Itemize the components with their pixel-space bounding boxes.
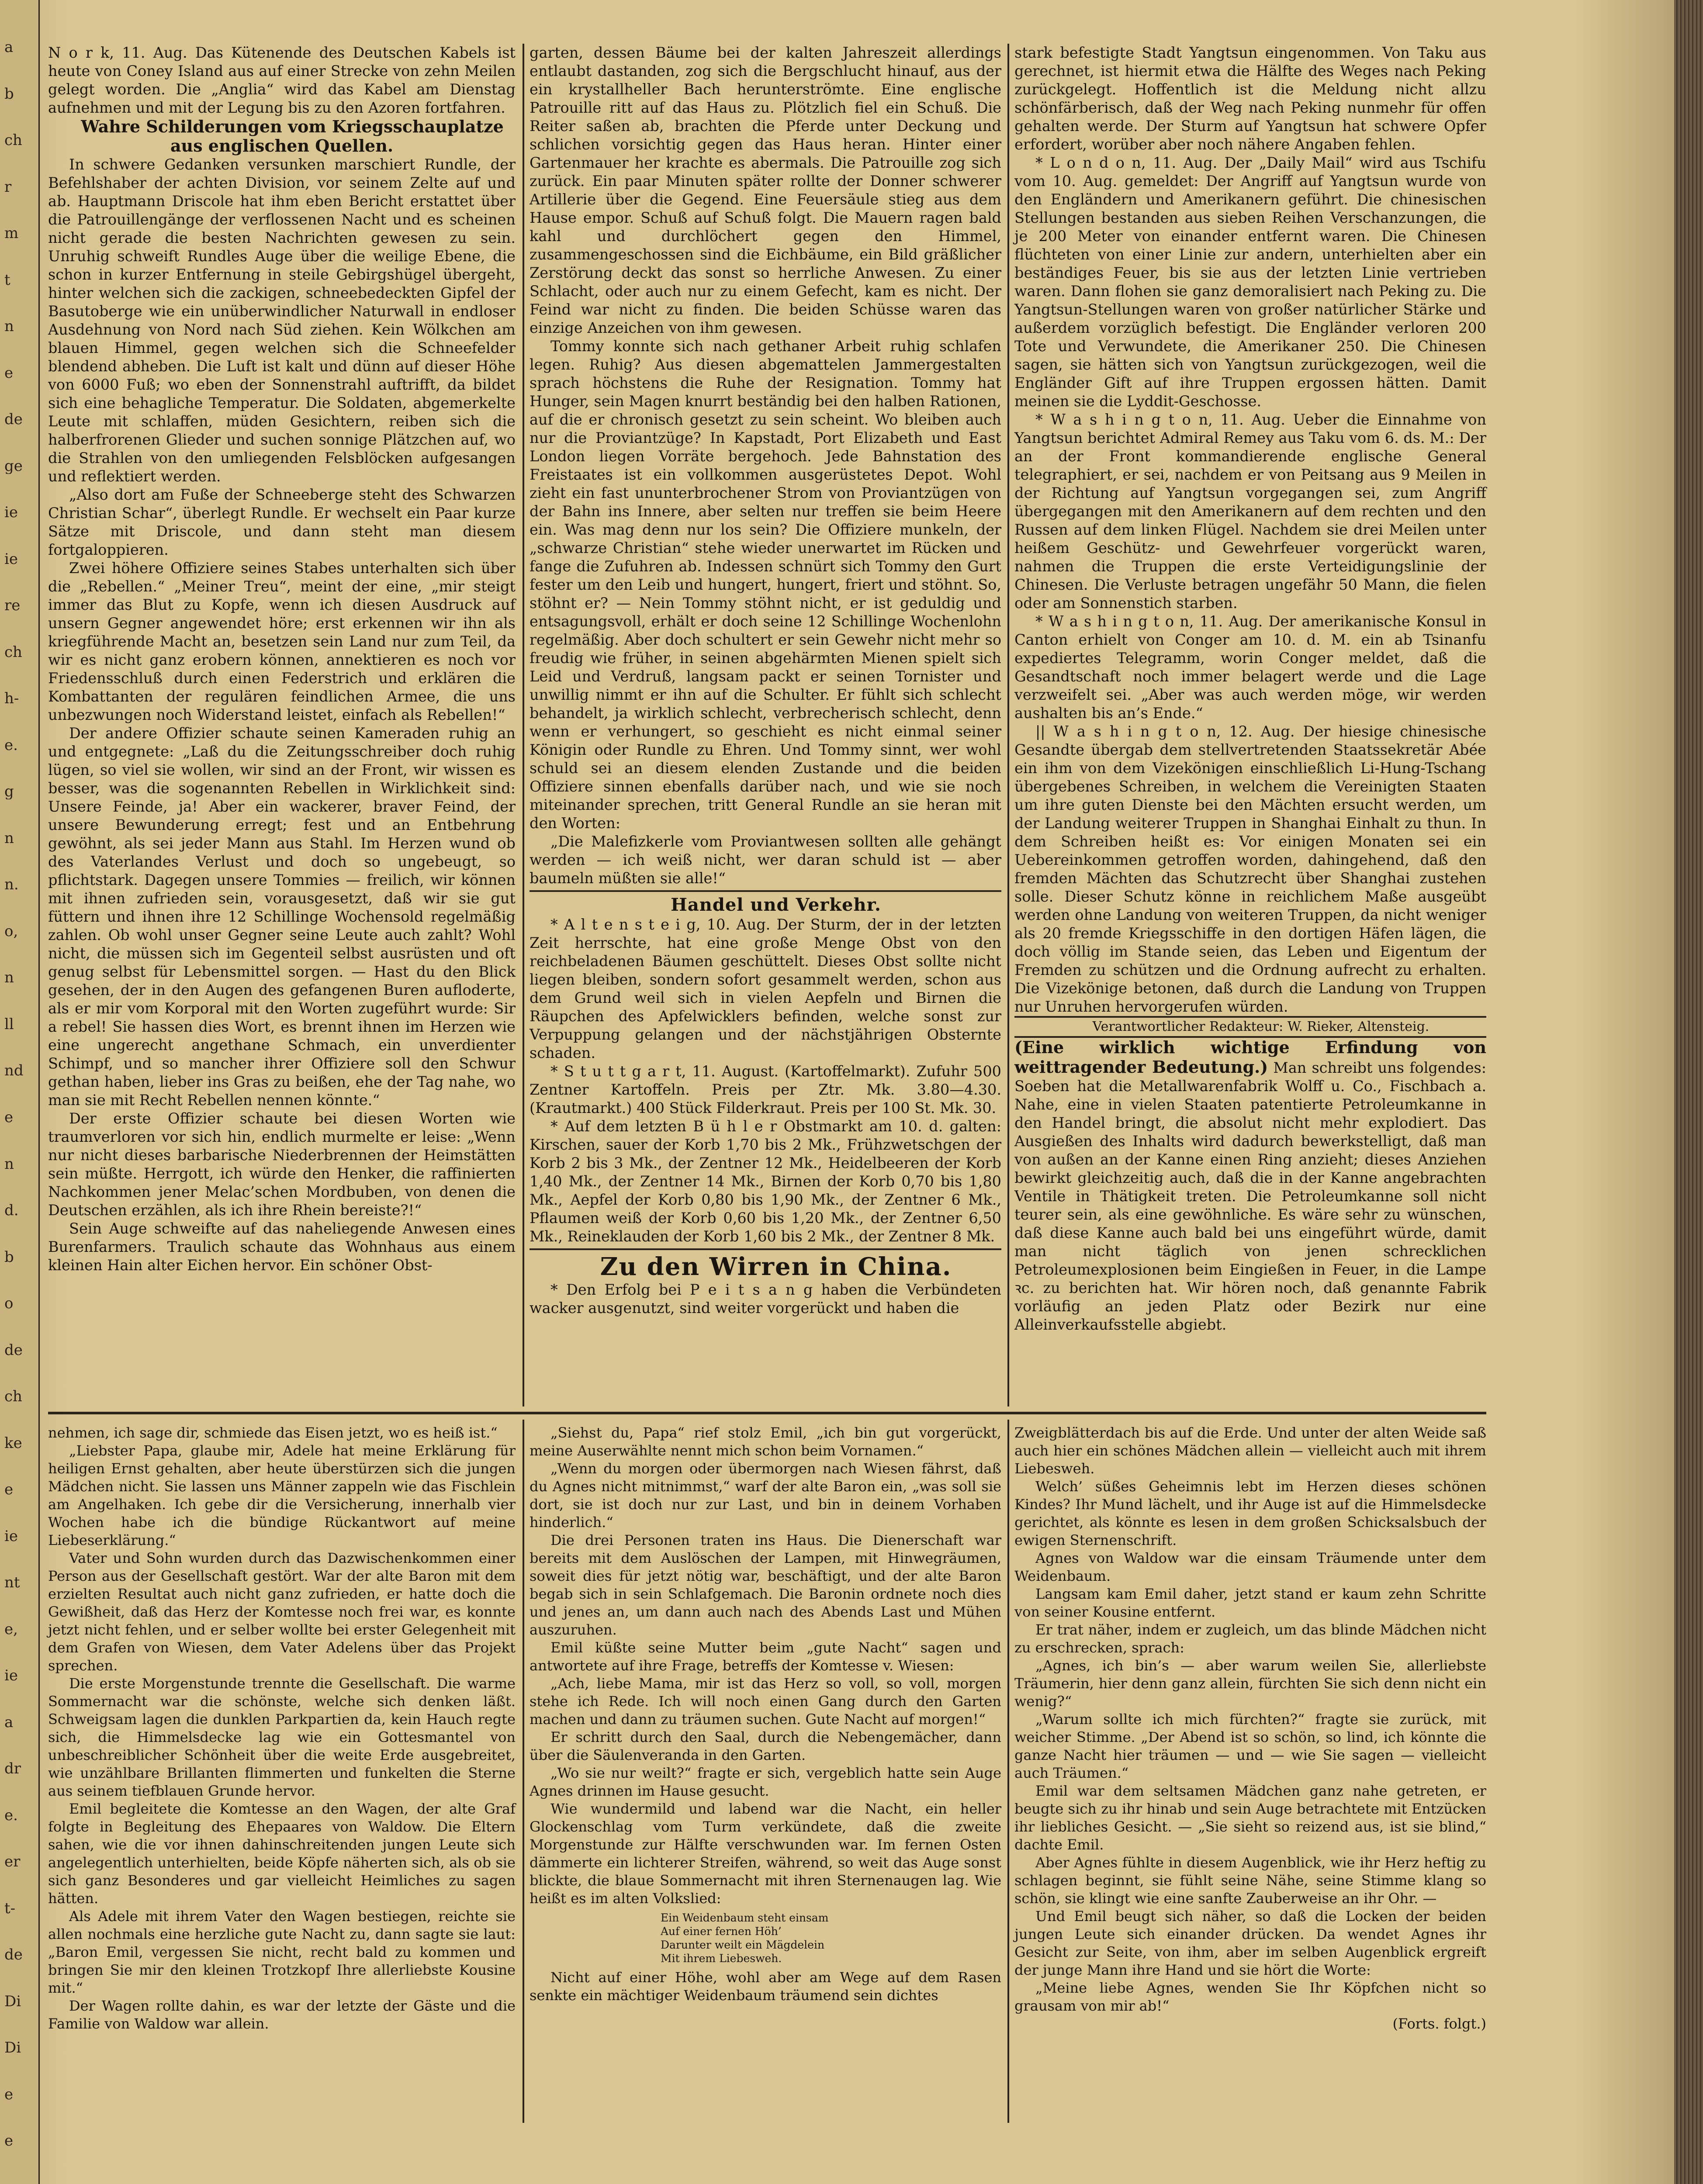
gutter-fragment: b (4, 1249, 14, 1265)
paragraph: Der erste Offizier schaute bei diesen Worten wie traumverloren vor sich hin, endlich murmelte er leise: „Wenn nur nicht dieses barbarische Niederbrennen der Heimstätten sein müßte. Herrgott, ich würde den Henker, die raffinierten Nachkommen jener Melac’schen Mordbuben, von denen die Deutschen erzählen, als ich ihre Rhein bereiste?!“ (48, 1110, 516, 1219)
story-paragraph: Nicht auf einer Höhe, wohl aber am Wege auf dem Rasen senkte ein mächtiger Weidenbaum träumend sein dichtes (530, 1969, 1001, 2004)
story-paragraph: Emil küßte seine Mutter beim „gute Nacht“ sagen und antwortete auf ihre Frage, betreffs der Komtesse v. Wiesen: (530, 1639, 1001, 1674)
gutter-fragment: b (4, 86, 14, 102)
gutter-fragment: ie (4, 505, 18, 520)
continuation-note: (Forts. folgt.) (1392, 2015, 1486, 2032)
paragraph: garten, dessen Bäume bei der kalten Jahreszeit allerdings entlaubt dastanden, zog sich die Bergschlucht hinauf, aus der ein krystallheller Bach herunterströmte. Eine englische Patrouille ritt auf das Haus zu. Plötzlich fiel ein Schuß. Die Reiter saßen ab, brachten die Pferde unter Deckung und schlichen vorsichtig gegen das Haus heran. Hinter einer Gartenmauer her krachte es abermals. Die Patrouille zog sich zurück. Ein paar Minuten später rollte der Donner schwerer Artillerie über die Gegend. Eine Feuersäule stieg aus dem Hause empor. Schuß auf Schuß folgt. Die Mauern ragen bald kahl und durchlöchert gegen den Himmel, zusammengeschossen sind die Eichbäume, ein Bild gräßlicher Zerstörung deckt das sonst so herrliche Anwesen. Zu einer Schlacht, oder auch nur zu einem Gefecht, kam es nicht. Der Feind war nicht zu finden. Die beiden Schüsse waren das einzige Anzeichen von ihm gewesen. (530, 44, 1001, 336)
gutter-fragment: e (4, 2087, 14, 2102)
gutter-fragment: e (4, 1482, 14, 1497)
gutter-fragment: de (4, 1947, 23, 1963)
gutter-fragment: ch (4, 644, 22, 660)
gutter-fragment: de (4, 411, 23, 427)
column-rule (1007, 44, 1009, 1406)
gutter-fragment: ie (4, 1668, 18, 1683)
market-report: * A l t e n s t e i g, 10. Aug. Der Sturm, der in der letzten Zeit herrschte, hat eine große Menge Obst von den reichbeladenen Bäumen geschüttelt. Dieses Obst sollte nicht liegen bleiben, sondern sofort gesammelt werden, schon aus dem Grund weil sich in vielen Aepfeln und Birnen die Räupchen des Apfelwicklers befinden, welche sonst zur Verpuppung gelangen und der nächstjährigen Obsternte schaden. (530, 916, 1001, 1061)
lower-column-2 (530, 1424, 1001, 2004)
paragraph: * Den Erfolg bei P e i t s a n g haben die Verbündeten wacker ausgenutzt, sind weiter vorgerückt und haben die (530, 1281, 1001, 1317)
story-paragraph: Der Wagen rollte dahin, es war der letzte der Gäste und die Familie von Waldow war allein. (48, 1997, 516, 2032)
gutter-fragment: ie (4, 551, 18, 567)
paragraph: Der andere Offizier schaute seinen Kameraden ruhig an und entgegnete: „Laß du die Zeitungsschreiber doch ruhig lügen, so viel sie wollen, wir sind an der Front, wir wissen es besser, was die sogenannten Rebellen in Wirklichkeit sind: Unsere Feinde, ja! Aber ein wackerer, braver Feind, der unsere Bewunderung erregt; fest und an Entbehrung gewöhnt, als sei jeder Mann aus Stahl. Im Herzen wund ob des Vaterlandes Verlust und doch so ungebeugt, so pflichtstark. Dagegen unsere Tommies — freilich, wir können mit ihnen zufrieden sein, vorausgesetzt, daß wir sie gut füttern und ihnen ihre 12 Schillinge Wochensold regelmäßig zahlen. Ob wohl unser Gegner seine Leute auch zahlt? Wohl nicht, die müssen sich im Gegenteil selbst ausrüsten und oft genug selbst für Lebensmittel sorgen. — Hast du den Blick gesehen, der in den Augen des gefangenen Buren aufloderte, als er mir vom Korporal mit den Worten zugeführt wurde: Sir a rebel! Sie hassen dies Wort, es brennt ihnen im Herzen wie eine ungerecht angethane Schmach, ein unverdienter Schimpf, und so mancher ihrer Offiziere soll den Schwur gethan haben, lieber ins Gras zu beißen, ehe der Tag nahe, wo man sie mit Recht Rebellen nennen könnte.“ (48, 725, 516, 1109)
gutter-fragment: de (4, 1342, 23, 1358)
news-item: || W a s h i n g t o n, 12. Aug. Der hiesige chinesische Gesandte übergab dem stellvertretenden Staatssekretär Abée ein ihm von dem Vizekönigen einschließlich Li-Hung-Tschang übergebenes Schreiben, in welchem die Vereinigten Staaten um ihre guten Dienste bei den Mächten ersucht werden, um der Landung weiterer Truppen in Shanghai Einhalt zu thun. In dem Schreiben heißt es: Vor einigen Monaten sei ein Uebereinkommen getroffen worden, dahingehend, daß den fremden Mächten das Schutzrecht über Shanghai zustehen solle. Dieser Schutz könne in reichlichem Maße ausgeübt werden ohne Landung von weiteren Truppen, da nicht weniger als 20 fremde Kriegsschiffe in den dortigen Häfen lägen, die doch völlig im Stande seien, das Leben und Eigentum der Fremden zu schützen und die Ordnung aufrecht zu erhalten. Die Vizekönige betonen, daß durch die Landung von Truppen nur Unruhen hervorgerufen würden. (1014, 723, 1486, 1015)
section-rule (530, 1248, 1001, 1250)
story-paragraph: „Siehst du, Papa“ rief stolz Emil, „ich bin gut vorgerückt, meine Auserwählte nennt mich schon beim Vornamen.“ (530, 1424, 1001, 1459)
story-paragraph: „Liebster Papa, glaube mir, Adele hat meine Erklärung für heiligen Ernst gehalten, aber heute überstürzen sich die jungen Mädchen nicht. Sie lassen uns Männer zappeln wie das Fischlein am Angelhaken. Ich gebe dir die Versicherung, innerhalb vier Wochen habe ich die bündige Rückantwort auf meine Liebeserklärung.“ (48, 1442, 516, 1548)
story-paragraph: „Meine liebe Agnes, wenden Sie Ihr Köpfchen nicht so grausam von mir ab!“ (1014, 1980, 1486, 2014)
lower-column-1 (48, 1424, 516, 2033)
news-item: * W a s h i n g t o n, 11. Aug. Ueber die Einnahme von Yangtsun berichtet Admiral Remey aus Taku vom 6. ds. M.: Der an der Front kommandierende englische General telegraphiert, er sei, nachdem er von Peitsang aus 9 Meilen in der Richtung auf Yangtsun vorgegangen sei, zum Angriff übergegangen mit den Amerikanern auf dem rechten und den Russen auf dem linken Flügel. Nachdem sie drei Meilen unter heißem Geschütz- und Gewehrfeuer vorgerückt waren, nahmen die Truppen die erste Verteidigungslinie der Chinesen. Die Verluste betragen ungefähr 50 Mann, die fielen oder am Sonnenstich starben. (1014, 411, 1486, 612)
paragraph: „Die Malefizkerle vom Proviantwesen sollten alle gehängt werden — ich weiß nicht, wer daran schuld ist — aber baumeln müßten sie alle!“ (530, 833, 1001, 887)
story-paragraph: Aber Agnes fühlte in diesem Augenblick, wie ihr Herz heftig zu schlagen beginnt, sie fühlt seine Nähe, seine Stimme klang so schön, sie klingt wie eine sanfte Zauberweise an ihr Ohr. — (1014, 1854, 1486, 1907)
paragraph: Tommy konnte sich nach gethaner Arbeit ruhig schlafen legen. Ruhig? Aus diesen abgemattelen Jammergestalten sprach höchstens die Ruhe der Resignation. Tommy hat Hunger, sein Magen knurrt beständig bei den halben Rationen, auf die er chronisch gesetzt zu sein scheint. Wo bleiben auch nur die Proviantzüge? In Kapstadt, Port Elizabeth und East London liegen Vorräte bergehoch. Jede Bahnstation des Freistaates ist ein vollkommen ausgerüstetes Depot. Wohl zieht ein fast ununterbrochener Strom von Proviantzügen von der Bahn ins Innere, aber selten nur treffen sie beim Heere ein. Was mag denn nur los sein? Die Offiziere munkeln, der „schwarze Christian“ stehe wieder unerwartet im Rücken und fange die Zufuhren ab. Indessen schnürt sich Tommy den Gurt fester um den Leib und hungert, hungert, friert und stöhnt. So, stöhnt er? — Nein Tommy stöhnt nicht, er ist geduldig und entsagungsvoll, erhält er doch seine 12 Schillinge Wochenlohn regelmäßig. Aber doch schultert er sein Gewehr nicht mehr so freudig wie früher, in seinen abgehärmten Mienen spielt sich Leid und Verdruß, langsam packt er seinen Tornister und unwillig nimmt er ihn auf die Schulter. Er fühlt sich schlecht behandelt, ja wirklich schlecht, verbrecherisch schlecht, denn wenn er verhungert, so geschieht es nicht einmal seiner Königin oder Rundle zu Ehren. Und Tommy sinnt, wer wohl schuld sei an diesem elenden Zustande und die beiden Offiziere sinnen ebenfalls darüber nach, und wie sie noch miteinander sprechen, tritt General Rundle an sie heran mit den Worten: (530, 338, 1001, 832)
verse-line: Darunter weilt ein Mägdelein (661, 1939, 825, 1951)
gutter-fragment: o (4, 1296, 14, 1311)
story-paragraph: Die drei Personen traten ins Haus. Die Dienerschaft war bereits mit dem Auslöschen der Lampen, mit Hinwegräumen, soweit dies für jetzt nötig war, beschäftigt, und der alte Baron begab sich in sein Schlafgemach. Die Baronin ordnete noch dies und jenes an, um dann auch nach des Abends Last und Mühen auszuruhen. (530, 1532, 1001, 1638)
gutter-fragment: g (4, 784, 14, 799)
story-paragraph: Emil war dem seltsamen Mädchen ganz nahe getreten, er beugte sich zu ihr hinab und sein Auge betrachtete mit Entzücken ihr liebliches Gesicht. — „Sie sieht so reizend aus, ist sie blind,“ dachte Emil. (1014, 1783, 1486, 1853)
verse-line: Auf einer fernen Höh’ (661, 1925, 782, 1938)
column-rule (523, 1420, 524, 2123)
story-paragraph: Wie wundermild und labend war die Nacht, ein heller Glockenschlag vom Turm verkündete, daß die zweite Morgenstunde zur Hälfte verschwunden war. Im fernen Osten dämmerte ein lichterer Streifen, während, so weit das Auge sonst blickte, die blaue Sommernacht mit ihren Sternenaugen lag. Wie heißt es im alten Volkslied: (530, 1800, 1001, 1907)
paragraph: Zwei höhere Offiziere seines Stabes unterhalten sich über die „Rebellen.“ „Meiner Treu“, meint der eine, „mir steigt immer das Blut zu Kopfe, wenn ich diesen Ausdruck auf unsern Gegner angewendet höre; erst erkennen wir ihn als kriegführende Macht an, besetzen sein Land nur zum Teil, da wir es nicht ganz erobern können, annektieren es noch vor Friedensschluß durch einen Federstrich und erklären die Kombattanten der regulären feindlichen Armee, die uns unbezwungen noch Widerstand leistet, einfach als Rebellen!“ (48, 560, 516, 723)
gutter-fragment: ch (4, 132, 22, 148)
paragraph: Sein Auge schweifte auf das naheliegende Anwesen eines Burenfarmers. Traulich schaute das Wohnhaus aus einem kleinen Hain alter Eichen hervor. Ein schöner Obst- (48, 1220, 516, 1274)
story-paragraph: Er schritt durch den Saal, durch die Nebengemächer, dann über die Säulenveranda in den Garten. (530, 1729, 1001, 1763)
verse-line: Mit ihrem Liebesweh. (661, 1952, 782, 1965)
gutter-fragment: e (4, 2133, 14, 2149)
gutter-fragment: a (4, 1714, 14, 1730)
china-headline: Zu den Wirren in China. (600, 1252, 952, 1281)
editor-line: Verantwortlicher Redakteur: W. Rieker, Altensteig. (1014, 1016, 1486, 1038)
column-rule (523, 44, 524, 1406)
column-rule (1007, 1420, 1009, 2123)
market-report: * S t u t t g a r t, 11. August. (Kartoffelmarkt). Zufuhr 500 Zentner Kartoffeln. Preis per Ztr. Mk. 3.80—4.30. (Krautmarkt.) 400 Stück Filderkraut. Preis per 100 St. Mk. 30. (530, 1063, 1001, 1116)
gutter-fragment: n (4, 830, 14, 846)
gutter-fragment: re (4, 598, 21, 613)
paragraph: In schwere Gedanken versunken marschiert Rundle, der Befehlshaber der achten Division, vor seinem Zelte auf und ab. Hauptmann Driscole hat ihm eben Bericht erstattet über die Patrouillengänge der verflossenen Nacht und es scheinen nicht gerade die besten Nachrichten gewesen zu sein. Unruhig schweift Rundles Auge über die weilige Ebene, die schon in kurzer Entfernung in steile Gebirgshügel übergeht, hinter welchen sich die zackigen, schneebedeckten Gipfel der Basutoberge wie ein unüberwindlicher Naturwall in endloser Ausdehnung von Nord nach Süd ziehen. Kein Wölkchen am blauen Himmel, gegen welchen sich die Schneefelder blendend abheben. Die Luft ist kalt und dünn auf dieser Höhe von 6000 Fuß; wo eben der Sonnenstrahl auftrifft, da bildet sich eine behagliche Temperatur. Die Soldaten, abgemerkelte Leute mit schlaffen, müden Gesichtern, reiben sich die halberfrorenen Glieder und suchen sonnige Plätzchen auf, wo die Strahlen von den umliegenden Felsblöcken aufgesangen und reflektiert werden. (48, 156, 516, 485)
upper-column-3 (1014, 44, 1486, 1334)
news-item: * W a s h i n g t o n, 11. Aug. Der amerikanische Konsul in Canton erhielt von Conger am 10. d. M. ein ab Tsinanfu expediertes Telegramm, worin Conger meldet, daß die Gesandtschaft noch immer belagert werde und die Lage verzweifelt sei. „Aber was auch werden möge, wir werden aushalten bis an’s Ende.“ (1014, 613, 1486, 722)
gutter-fragment: e. (4, 1807, 18, 1823)
gutter-fragment: n (4, 970, 14, 985)
gutter-fragment: n. (4, 877, 19, 892)
gutter-fragment: e, (4, 1621, 18, 1637)
gutter-fragment: dr (4, 1761, 21, 1776)
gutter-fragment: t (4, 272, 10, 288)
kriegsschauplatz-headline: Wahre Schilderungen vom Kriegsschauplatze aus englischen Quellen. (81, 117, 504, 156)
gutter-fragment: nd (4, 1063, 24, 1078)
story-paragraph: Zweigblätterdach bis auf die Erde. Und unter der alten Weide saß auch hier ein schönes Mädchen allein — vielleicht auch mit ihrem Liebesweh. (1014, 1424, 1486, 1477)
story-paragraph: „Wo sie nur weilt?“ fragte er sich, vergeblich hatte sein Auge Agnes drinnen im Hause gesucht. (530, 1765, 1001, 1799)
story-paragraph: nehmen, ich sage dir, schmiede das Eisen jetzt, wo es heiß ist.“ (48, 1424, 498, 1441)
advert-headline: (Eine wirklich wichtige Erfindung von weittragender Bedeutung.) (1014, 1037, 1486, 1077)
upper-column-1 (48, 44, 516, 1275)
gutter-fragment: ll (4, 1016, 14, 1032)
upper-column-2 (530, 44, 1001, 1317)
gutter-fragment: er (4, 1854, 21, 1870)
book-binding-edge (1674, 0, 1703, 2184)
story-paragraph: „Agnes, ich bin’s — aber warum weilen Sie, allerliebste Träumerin, hier denn ganz allein, fürchten Sie sich denn nicht ein wenig?“ (1014, 1657, 1486, 1710)
gutter-fragment: nt (4, 1575, 20, 1590)
paragraph: stark befestigte Stadt Yangtsun eingenommen. Von Taku aus gerechnet, ist hiermit etwa die Hälfte des Weges nach Peking zurückgelegt. Hoffentlich ist die Meldung nicht allzu schönfärberisch, daß der Weg nach Peking nunmehr für offen gehalten werde. Der Sturm auf Yangtsun hat schwere Opfer erfordert, worüber aber noch nähere Angaben fehlen. (1014, 44, 1486, 153)
gutter-fragment: Di (4, 2040, 21, 2056)
story-paragraph: Welch’ süßes Geheimnis lebt im Herzen dieses schönen Kindes? Ihr Mund lächelt, und ihr Auge ist auf die Himmelsdecke gerichtet, als könnte es lesen in dem großen Schicksalsbuch der ewigen Sternenschrift. (1014, 1478, 1486, 1548)
gutter-fragment: e. (4, 737, 18, 753)
gutter-fragment: n (4, 1156, 14, 1172)
gutter-fragment: n (4, 318, 14, 334)
story-paragraph: Emil begleitete die Komtesse an den Wagen, der alte Graf folgte in Begleitung des Ehepaares von Waldow. Die Eltern sahen, wie die vor ihnen dahinschreitenden jungen Leute sich angelegentlich unterhielten, beide Köpfe näherten sich, als ob sie sich ganz Besonderes und gar vielleicht Heimliches zu sagen hätten. (48, 1800, 516, 1907)
story-paragraph: Langsam kam Emil daher, jetzt stand er kaum zehn Schritte von seiner Kousine entfernt. (1014, 1586, 1486, 1620)
previous-page-edge (0, 0, 40, 2184)
gutter-fragment: d. (4, 1203, 19, 1218)
gutter-fragment: e (4, 365, 14, 381)
advert-text: Man schreibt uns folgendes: Soeben hat die Metallwarenfabrik Wolff u. Co., Fischbach a. Nahe, eine in vielen Staaten patentierte Petroleumkanne in den Handel bringt, die absolut nicht mehr explodiert. Das Ausgießen des Inhalts wird dadurch bewerkstelligt, daß man von außen an der Kanne einen Ring anzieht; dieses Anziehen bewirkt gleichzeitig auch, daß die in der Kanne angebrachten Ventile in Thätigkeit treten. Die Petroleumkanne soll nicht teurer sein, als eine gewöhnliche. Es wäre sehr zu wünschen, daß diese Kanne auch bald bei uns eingeführt würde, damit man nicht täglich von jenen schrecklichen Petroleumexplosionen beim Eingießen in Feuer, in die Lampe ꝛc. zu berichten hat. Wir hören noch, daß genannte Fabrik vorläufig an jeden Platz oder Bezirk nur eine Alleinverkaufsstelle abgiebt. (1014, 1059, 1486, 1333)
gutter-fragment: ke (4, 1435, 22, 1451)
gutter-fragment: ge (4, 458, 23, 474)
top-news-fragment: N o r k, 11. Aug. Das Kütenende des Deutschen Kabels ist heute von Coney Island aus auf einer Strecke von zehn Meilen gelegt worden. Die „Anglia“ wird das Kabel am Dienstag aufnehmen und mit der Legung bis zu den Azoren fortfahren. (48, 44, 516, 116)
lower-column-3 (1014, 1424, 1486, 2033)
story-paragraph: „Warum sollte ich mich fürchten?“ fragte sie zurück, mit weicher Stimme. „Der Abend ist so schön, so lind, ich könnte die ganze Nacht hier träumen — und — wie Sie sagen — vielleicht auch Träumen.“ (1014, 1711, 1486, 1781)
handel-headline: Handel und Verkehr. (671, 895, 881, 915)
story-paragraph: Als Adele mit ihrem Vater den Wagen bestiegen, reichte sie allen nochmals eine herzliche gute Nacht zu, dann sagte sie laut: „Baron Emil, vergessen Sie nicht, recht bald zu kommen und bringen Sie mir den kleinen Trotzkopf Ihre allerliebste Kousine mit.“ (48, 1908, 516, 1996)
story-paragraph: Er trat näher, indem er zugleich, um das blinde Mädchen nicht zu erschrecken, sprach: (1014, 1621, 1486, 1656)
gutter-fragment: Di (4, 1994, 21, 2009)
story-paragraph: Vater und Sohn wurden durch das Dazwischenkommen einer Person aus der Gesellschaft gestört. War der alte Baron mit dem erzielten Resultat auch nicht ganz zufrieden, er hatte doch die Gewißheit, daß das Herz der Komtesse noch frei war, es konnte jetzt nicht fehlen, und er selber wollte bei erster Gelegenheit mit dem Grafen von Wiesen, dem Vater Adelens über das Projekt sprechen. (48, 1550, 516, 1674)
story-paragraph: Die erste Morgenstunde trennte die Gesellschaft. Die warme Sommernacht war die schönste, welche sich denken läßt. Schweigsam lagen die dunklen Parkpartien da, kein Hauch regte sich, die Himmelsdecke lag wie ein Gottesmantel von unbeschreiblicher Schönheit über die weite Erde ausgebreitet, wie unzählbare Brillanten flimmerten und funkelten die Sterne aus seinem tiefblauen Grunde hervor. (48, 1675, 516, 1799)
news-item: * L o n d o n, 11. Aug. Der „Daily Mail“ wird aus Tschifu vom 10. Aug. gemeldet: Der Angriff auf Yangtsun wurde von den Engländern und Amerikanern geführt. Die chinesischen Stellungen bestanden aus sieben Reihen Verschanzungen, die je 200 Meter von einander entfernt waren. Die Chinesen flüchteten von einer Linie zur andern, unterhielten aber ein beständiges Feuer, bis sie aus der letzten Linie vertrieben waren. Dann flohen sie ganz demoralisiert nach Peking zu. Die Yangtsun-Stellungen waren von großer natürlicher Stärke und außerdem vorzüglich befestigt. Die Engländer verloren 200 Tote und Verwundete, die Amerikaner 250. Die Chinesen sagen, sie hätten sich von Yangtsun zurückgezogen, weil die Engländer Gift auf ihre Truppen ergossen hätten. Damit meinen sie die Lyddit-Geschosse. (1014, 154, 1486, 410)
gutter-fragment: t- (4, 1901, 16, 1916)
gutter-fragment: ch (4, 1389, 22, 1404)
gutter-fragment: o, (4, 923, 18, 939)
gutter-fragment: ie (4, 1528, 18, 1544)
gutter-fragment: m (4, 225, 19, 241)
verse-line: Ein Weidenbaum steht einsam (661, 1911, 829, 1924)
story-paragraph: Und Emil beugt sich näher, so daß die Locken der beiden jungen Leute sich einander drücken. Da wendet Agnes ihr Gesicht zur Seite, von ihm, aber im selben Augenblick ergreift der junge Mann ihre Hand und sie hört die Worte: (1014, 1908, 1486, 1978)
market-report: * Auf dem letzten B ü h l e r Obstmarkt am 10. d. galten: Kirschen, sauer der Korb 1,70 bis 2 Mk., Frühzwetschgen der Korb 2 bis 3 Mk., der Zentner 12 Mk., Heidelbeeren der Korb 1,40 Mk., der Zentner 14 Mk., Birnen der Korb 0,70 bis 1,80 Mk., Aepfel der Korb 0,80 bis 1,90 Mk., der Zentner 6 Mk., Pflaumen weiß der Korb 0,60 bis 1,20 Mk., der Zentner 6,50 Mk., Reineklauden der Korb 1,60 bis 2 Mk., der Zentner 8 Mk. (530, 1118, 1001, 1245)
paragraph: „Also dort am Fuße der Schneeberge steht des Schwarzen Christian Schar“, überlegt Rundle. Er wechselt ein Paar kurze Sätze mit Driscole, und dann steht man diesem fortgaloppieren. (48, 486, 516, 558)
story-paragraph: „Wenn du morgen oder übermorgen nach Wiesen fährst, daß du Agnes nicht mitnimmst,“ warf der alte Baron ein, „was soll sie dort, sie ist doch nur zur Last, und bin in deinem Vorhaben hinderlich.“ (530, 1460, 1001, 1531)
story-paragraph: „Ach, liebe Mama, mir ist das Herz so voll, so voll, morgen stehe ich Rede. Ich will noch einen Gang durch den Garten machen und dann zu träumen suchen. Gute Nacht auf morgen!“ (530, 1675, 1001, 1728)
gutter-fragment: a (4, 39, 14, 55)
gutter-fragment: h- (4, 691, 19, 706)
folk-song-verse (661, 1911, 1001, 1965)
feuilleton-divider (48, 1412, 1486, 1414)
story-paragraph: Agnes von Waldow war die einsam Träumende unter dem Weidenbaum. (1014, 1550, 1486, 1584)
section-rule (530, 890, 1001, 892)
gutter-fragment: e (4, 1109, 14, 1125)
gutter-fragment: r (4, 179, 12, 195)
